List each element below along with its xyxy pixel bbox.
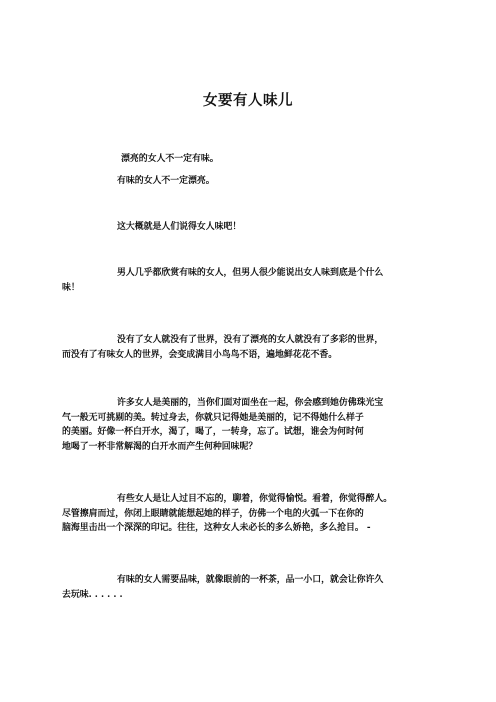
paragraph-line: 去玩味. . . . . . — [62, 589, 123, 600]
paragraph-line: 味！ — [62, 282, 80, 293]
paragraph-line: 男人几乎都欣赏有味的女人，但男人很少能说出女人味到底是个什么 — [117, 268, 384, 278]
paragraph-line: 没有了女人就没有了世界，没有了漂亮的女人就没有了多彩的世界， — [117, 335, 384, 345]
paragraph-1 — [121, 152, 219, 167]
paragraph-line: 而没有了有味女人的世界，会变成满目小鸟鸟不语，遍地鲜花花不香。 — [62, 349, 338, 360]
paragraph-line: 气一般无可挑剔的美。转过身去，你就只记得她是美丽的，记不得她什么样子 — [62, 412, 364, 423]
paragraph-2 — [117, 174, 215, 189]
paragraph-line: 有味的女人需要品味，就像眼前的一杯茶，品一小口，就会让你许久 — [117, 575, 384, 585]
paragraph-4 — [62, 266, 383, 295]
paragraph-line: 这大概就是人们说得女人味吧！ — [117, 222, 242, 232]
paragraph-line: 有味的女人不一定漂亮。 — [117, 176, 215, 186]
paragraph-line: 漂亮的女人不一定有味。 — [121, 154, 219, 164]
paragraph-8 — [62, 573, 383, 602]
paragraph-line: 地喝了一杯非常解渴的白开水而产生何种回味呢？ — [62, 441, 258, 452]
paragraph-line: 有些女人是让人过目不忘的，聊着，你觉得愉悦。看着，你觉得醉人。 — [117, 494, 393, 504]
paragraph-line: 的美丽。好像一杯白开水，渴了，喝了，一转身，忘了。试想，谁会为何时何 — [62, 427, 364, 437]
paragraph-line: 脑海里击出一个深深的印记。往往，这种女人未必长的多么娇艳，多么抢目。 - — [62, 523, 371, 533]
document-title: 女要有人味儿 — [203, 92, 293, 109]
paragraph-line: 尽管擦肩而过，你闭上眼睛就能想起她的样子，仿佛一个电的火弧一下在你的 — [62, 508, 364, 519]
paragraph-line: 许多女人是美丽的，当你们面对面坐在一起，你会感到她仿佛珠光宝 — [117, 398, 384, 408]
paragraph-6 — [62, 396, 383, 454]
paragraph-7 — [62, 492, 392, 536]
paragraph-5 — [62, 333, 383, 362]
paragraph-3 — [117, 220, 241, 235]
